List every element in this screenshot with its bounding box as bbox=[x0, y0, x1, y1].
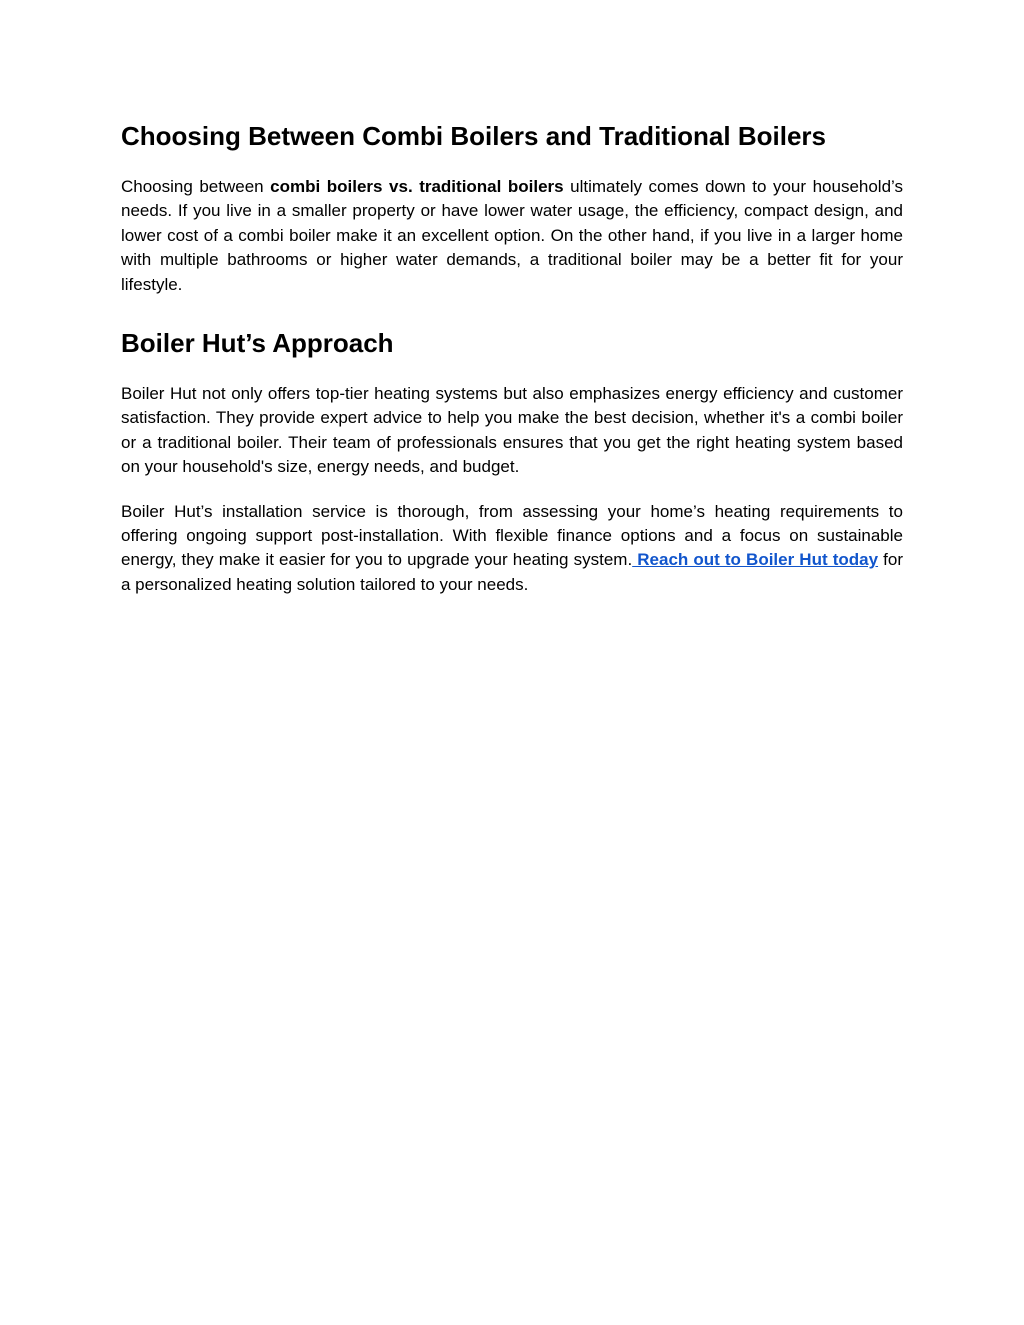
paragraph-boiler-hut-offers: Boiler Hut not only offers top-tier heating systems but also emphasizes energy efficiency and customer satisfaction. They provide expert advice to help you make the best decision, whether it's a combi boiler or a traditional boiler. Their team of professionals ensures that you get the right heating system based on your household's size, energy needs, and budget. bbox=[121, 384, 903, 477]
bold-phrase: combi boilers vs. traditional boilers bbox=[270, 177, 564, 196]
paragraph-combi-vs-traditional bbox=[121, 175, 903, 297]
document-page bbox=[121, 117, 903, 597]
paragraph-text: Choosing between bbox=[121, 177, 271, 196]
paragraph-text: for a personalized heating solution tailored to your needs. bbox=[121, 550, 903, 594]
paragraph-installation-service bbox=[121, 500, 903, 598]
reach-out-link[interactable]: Reach out to Boiler Hut today bbox=[632, 550, 879, 570]
paragraph-text: ultimately comes down to your household’s needs. If you live in a smaller property or have lower water usage, the efficiency, compact design, and lower cost of a combi boiler make it an excellent option. On the other hand, if you live in a larger home with multiple bathrooms or higher water demands, a traditional boiler may be a better fit for your lifestyle. bbox=[121, 177, 904, 294]
section-heading-boiler-hut-approach: Boiler Hut’s Approach bbox=[121, 328, 394, 359]
paragraph-text: Boiler Hut’s installation service is thorough, from assessing your home’s heating requirements to offering ongoing support post-installation. With flexible finance options and a focus on sustainable energy, they make it easier for you to upgrade your heating system. bbox=[121, 501, 903, 570]
section-heading-combi-vs-traditional: Choosing Between Combi Boilers and Traditional Boilers bbox=[121, 121, 826, 151]
